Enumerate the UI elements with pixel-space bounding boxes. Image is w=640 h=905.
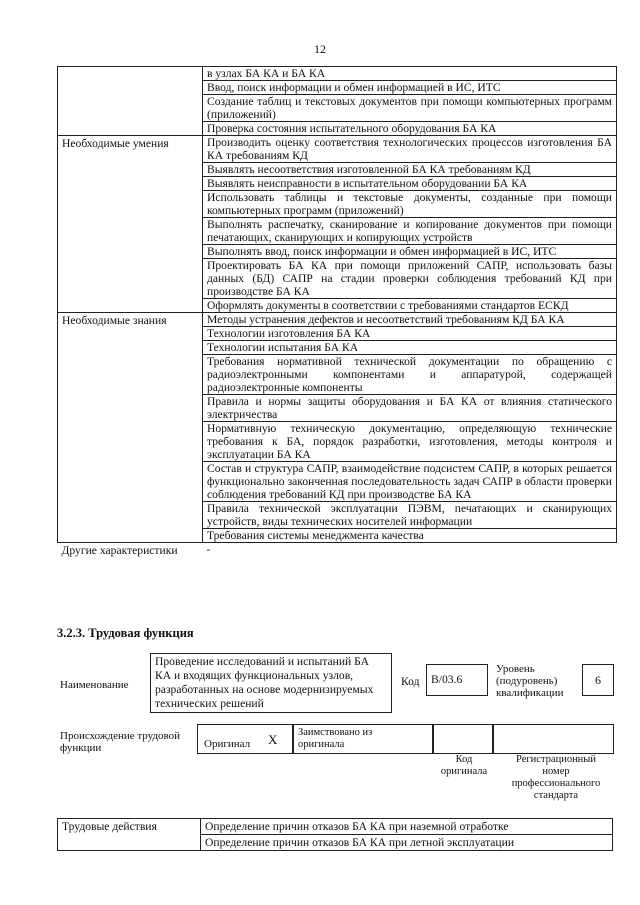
table-cell: Определение причин отказов БА КА при наземной отработке xyxy=(201,819,613,835)
table-cell: Выполнять ввод, поиск информации и обмен информацией в ИС, ИТС xyxy=(203,245,617,259)
table-cell: Требования нормативной технической документации по обращению с радиоэлектронными компонентами и аппаратурой, содержащей радиоэлектронные компоненты xyxy=(203,355,617,395)
table-cell: в узлах БА КА и БА КА xyxy=(203,67,617,81)
origin-code-caption: Код оригинала xyxy=(440,754,488,777)
requirements-table xyxy=(57,66,617,557)
table-cell: Выявлять несоответствия изготовленной БА КА требованиям КД xyxy=(203,163,617,177)
labor-actions-table xyxy=(57,818,613,851)
table-row xyxy=(58,67,617,81)
table-cell: Использовать таблицы и текстовые документы, созданные при помощи компьютерных программ (приложений) xyxy=(203,191,617,218)
level-value: 6 xyxy=(595,673,601,687)
table-cell: Определение причин отказов БА КА при летной эксплуатации xyxy=(201,835,613,851)
original-mark: X xyxy=(268,732,278,747)
table-cell: Правила технической эксплуатации ПЭВМ, печатающих и сканирующих устройств, виды технических носителей информации xyxy=(203,502,617,529)
table-cell: Создание таблиц и текстовых документов при помощи компьютерных программ (приложений) xyxy=(203,95,617,122)
table-cell: - xyxy=(203,543,617,558)
table-cell: Технологии испытания БА КА xyxy=(203,341,617,355)
row-label xyxy=(58,67,203,136)
function-name-box xyxy=(150,653,392,713)
page-number: 12 xyxy=(314,42,326,56)
origin-code-box xyxy=(432,724,494,754)
name-label: Наименование xyxy=(60,679,129,691)
table-row xyxy=(58,819,613,835)
reg-number-caption: Регистрационный номер профессионального стандарта xyxy=(511,754,601,801)
original-label: Оригинал xyxy=(204,738,251,750)
code-box xyxy=(426,664,488,696)
table-cell: Проектировать БА КА при помощи приложений САПР, использовать базы данных (БД) САПР на стадии проверки соблюдения требований КД при производстве БА КА xyxy=(203,259,617,299)
code-value: В/03.6 xyxy=(431,673,463,686)
table-row xyxy=(58,136,617,163)
origin-label: Происхождение трудовой функции xyxy=(60,730,181,754)
table-cell: Нормативную техническую документацию, определяющую технические требования к БА, порядок разработки, изготовления, методы контроля и эксплуатации БА КА xyxy=(203,422,617,462)
table-cell: Проверка состояния испытательного оборудования БА КА xyxy=(203,122,617,136)
section-heading: 3.2.3. Трудовая функция xyxy=(57,626,194,640)
table-cell: Правила и нормы защиты оборудования и БА КА от влияния статического электричества xyxy=(203,395,617,422)
table-cell: Требования системы менеджмента качества xyxy=(203,529,617,543)
table-cell: Выявлять неисправности в испытательном оборудовании БА КА xyxy=(203,177,617,191)
table-row xyxy=(58,313,617,327)
code-label: Код xyxy=(401,675,420,688)
table-cell: Технологии изготовления БА КА xyxy=(203,327,617,341)
level-box xyxy=(582,664,614,696)
table-cell: Выполнять распечатку, сканирование и копирование документов при помощи печатающих, сканирующих и копирующих устройств xyxy=(203,218,617,245)
reg-number-box xyxy=(492,724,614,754)
level-label: Уровень (подуровень) квалификации xyxy=(496,663,564,699)
row-label-knowledge: Необходимые знания xyxy=(58,313,203,543)
table-cell: Оформлять документы в соответствии с требованиями стандартов ЕСКД xyxy=(203,299,617,313)
borrowed-label: Заимствовано из оригинала xyxy=(298,727,373,750)
function-name-value: Проведение исследований и испытаний БА КА и входящих функциональных узлов, разработанных на основе модернизируемых технических решений xyxy=(155,655,374,710)
table-row xyxy=(58,543,617,558)
row-label-other: Другие характеристики xyxy=(58,543,203,558)
table-cell: Состав и структура САПР, взаимодействие подсистем САПР, в которых решается функционально законченная последовательность задач САПР в области проверки соблюдения требований КД при производстве БА КА xyxy=(203,462,617,502)
labor-actions-label: Трудовые действия xyxy=(58,819,201,851)
table-cell: Производить оценку соответствия технологических процессов изготовления БА КА требованиям КД xyxy=(203,136,617,163)
row-label-skills: Необходимые умения xyxy=(58,136,203,313)
table-cell: Методы устранения дефектов и несоответствий требованиям КД БА КА xyxy=(203,313,617,327)
table-cell: Ввод, поиск информации и обмен информацией в ИС, ИТС xyxy=(203,81,617,95)
